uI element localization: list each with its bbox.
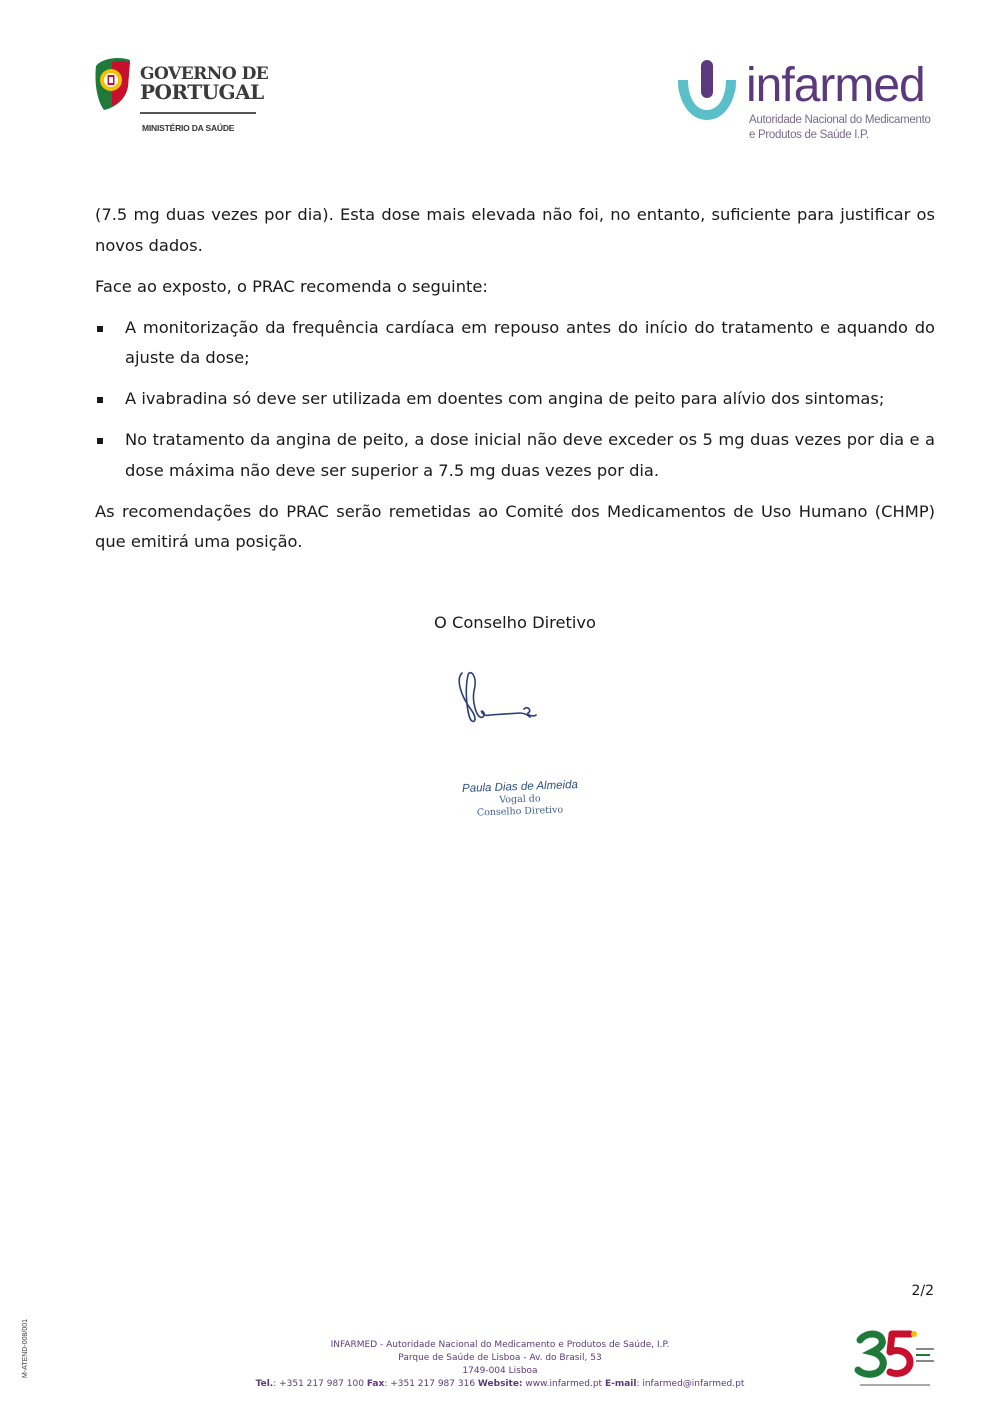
recommendation-list	[95, 313, 935, 487]
stamp-role-line1: Vogal do	[499, 793, 541, 806]
list-item-text: A monitorização da frequência cardíaca em repouso antes do início do tratamento e aquando do ajuste da dose;	[125, 317, 935, 367]
list-item	[95, 384, 935, 415]
footer-line1: INFARMED - Autoridade Nacional do Medicamento e Produtos de Saúde, I.P.	[330, 1340, 670, 1350]
footer-fax-label: Fax	[366, 1379, 385, 1389]
infarmed-logo	[676, 56, 936, 148]
infarmed-wordmark: infarmed	[746, 59, 925, 112]
signature-stamp	[445, 780, 595, 828]
infarmed-mark-icon	[676, 58, 738, 122]
stamp-role-line2: Conselho Diretivo	[476, 804, 564, 819]
footer-email[interactable]: : infarmed@infarmed.pt	[636, 1379, 745, 1389]
bullet-icon	[97, 326, 103, 332]
gov-logo-ministry: MINISTÉRIO DA SAÚDE	[142, 123, 235, 133]
gov-logo-line2: PORTUGAL	[140, 80, 264, 104]
footer-web-label: Website:	[477, 1379, 523, 1389]
bullet-icon	[97, 397, 103, 403]
handwritten-signature	[450, 665, 550, 730]
document-body	[95, 200, 935, 568]
footer-tel-label: Tel.	[255, 1379, 274, 1389]
infarmed-subtitle-line2: e Produtos de Saúde I.P.	[749, 129, 869, 141]
footer-email-label: E-mail	[604, 1379, 637, 1389]
paragraph-recommendation-lead: Face ao exposto, o PRAC recomenda o seguinte:	[95, 276, 488, 296]
gov-logo-line1: GOVERNO DE	[140, 64, 269, 84]
footer-tel: : +351 217 987 100	[273, 1379, 364, 1389]
paragraph-intro: (7.5 mg duas vezes por dia). Esta dose mais elevada não foi, no entanto, suficiente para justificar os novos dados.	[95, 205, 935, 255]
stamp-name: Paula Dias de Almeida	[461, 778, 579, 796]
bullet-icon	[97, 438, 103, 444]
list-item-text: No tratamento da angina de peito, a dose inicial não deve exceder os 5 mg duas vezes por dia e a dose máxima não deve ser superior a 7.5 mg duas vezes por dia.	[125, 430, 935, 480]
footer	[0, 1339, 1000, 1391]
list-item	[95, 313, 935, 374]
list-item-text: A ivabradina só deve ser utilizada em doentes com angina de peito para alívio dos sintomas;	[125, 389, 885, 408]
anniversary-emblem-icon	[852, 1326, 938, 1392]
footer-line2: Parque de Saúde de Lisboa - Av. do Brasil, 53	[398, 1353, 602, 1363]
list-item	[95, 425, 935, 486]
footer-website[interactable]: www.infarmed.pt	[522, 1379, 603, 1389]
portugal-crest-icon	[92, 56, 132, 112]
document-code: M-ATEND-008/001	[22, 1318, 29, 1378]
gov-logo-divider	[140, 112, 256, 114]
paragraph-conclusion: As recomendações do PRAC serão remetidas ao Comité dos Medicamentos de Uso Humano (CHMP) que emitirá uma posição.	[95, 501, 935, 551]
page-number: 2/2	[911, 1283, 934, 1299]
footer-contacts	[0, 1378, 1000, 1391]
infarmed-subtitle-line1: Autoridade Nacional do Medicamento	[749, 114, 931, 126]
gov-portugal-logo	[92, 56, 269, 140]
council-heading: O Conselho Diretivo	[433, 613, 597, 632]
footer-line3: 1749-004 Lisboa	[462, 1366, 538, 1376]
footer-fax: : +351 217 987 316	[384, 1379, 476, 1389]
